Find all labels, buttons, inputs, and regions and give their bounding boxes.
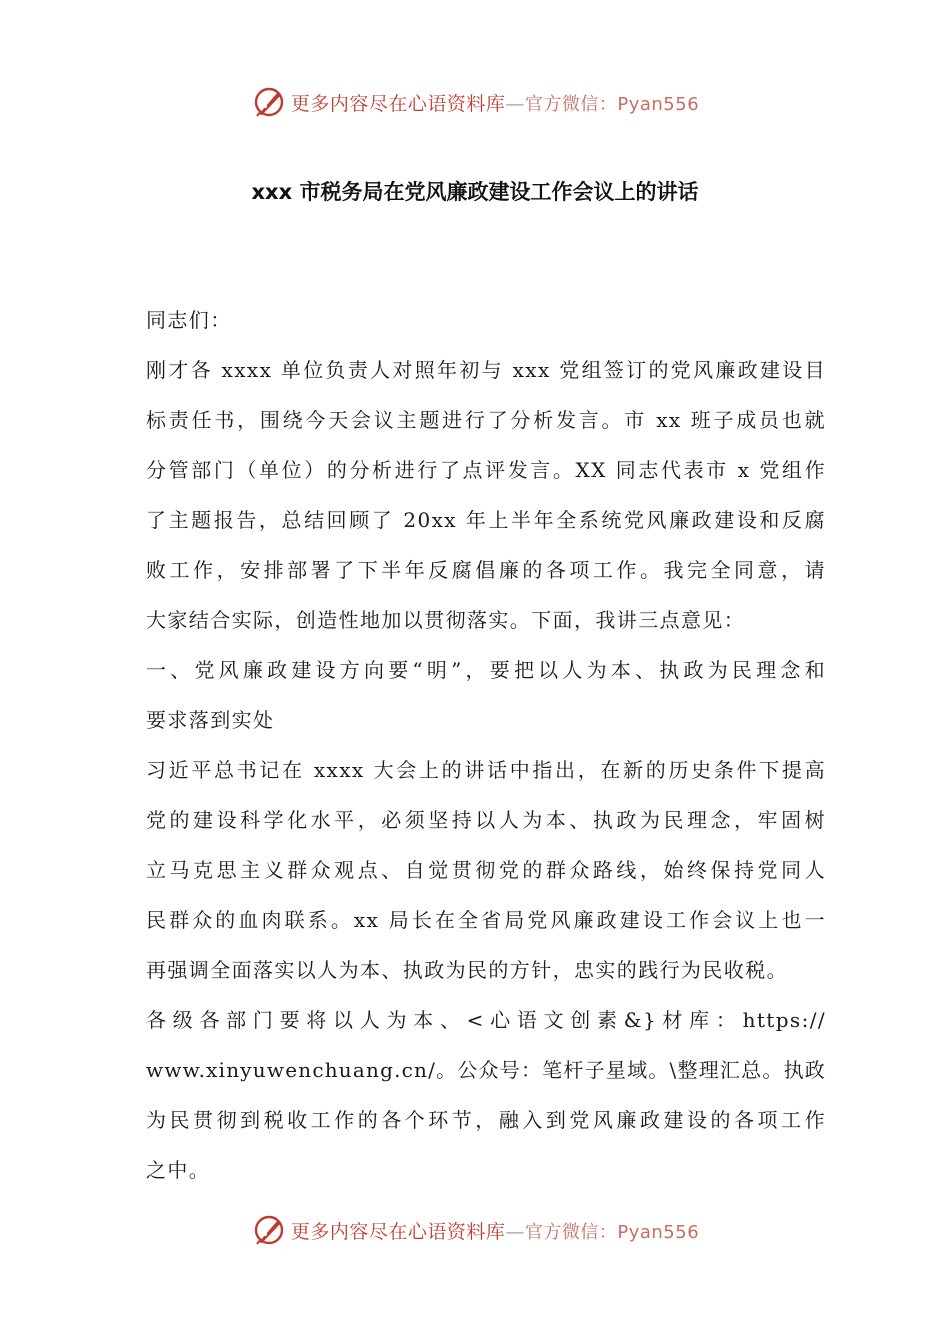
- banner-main-text: 更多内容尽在心语资料库: [290, 1220, 506, 1243]
- body-line: 立马克思主义群众观点、自觉贯彻党的群众路线，始终保持党同人: [146, 858, 826, 882]
- quill-logo-icon: [251, 84, 287, 120]
- banner-text: [291, 1217, 699, 1244]
- section-heading-line: 一、党风廉政建设方向要“明”，要把以人为本、执政为民理念和: [146, 658, 826, 682]
- banner-main-text: 更多内容尽在心语资料库: [290, 92, 506, 115]
- body-line: 标责任书，围绕今天会议主题进行了分析发言。市 xx 班子成员也就: [146, 408, 826, 432]
- quill-logo-icon: [251, 1212, 287, 1248]
- body-line: 党的建设科学化水平，必须坚持以人为本、执政为民理念，牢固树: [146, 808, 826, 832]
- body-line: 同志们：: [146, 308, 232, 332]
- banner-contact-text: 官方微信：Pyan556: [524, 93, 700, 115]
- body-line: 各级各部门要将以人为本、<心语文创素&}材库：https://: [146, 1008, 826, 1032]
- body-line: 为民贯彻到税收工作的各个环节，融入到党风廉政建设的各项工作: [146, 1108, 826, 1132]
- body-line: 刚才各 xxxx 单位负责人对照年初与 xxx 党组签订的党风廉政建设目: [146, 358, 826, 382]
- body-line: 习近平总书记在 xxxx 大会上的讲话中指出，在新的历史条件下提高: [146, 758, 826, 782]
- footer-banner: [0, 1210, 950, 1250]
- body-line: www.xinyuwenchuang.cn/。公众号：笔杆子星域。\整理汇总。执政: [146, 1058, 826, 1082]
- banner-dash: —: [505, 92, 525, 115]
- header-banner: [0, 82, 950, 122]
- document-body: [146, 295, 826, 1195]
- banner-text: [291, 89, 699, 116]
- body-line: 败工作，安排部署了下半年反腐倡廉的各项工作。我完全同意，请: [146, 558, 826, 582]
- document-title: xxx 市税务局在党风廉政建设工作会议上的讲话: [251, 180, 699, 204]
- body-line: 再强调全面落实以人为本、执政为民的方针，忠实的践行为民收税。: [146, 958, 788, 982]
- body-line: 分管部门（单位）的分析进行了点评发言。XX 同志代表市 x 党组作: [146, 458, 826, 482]
- banner-contact-text: 官方微信：Pyan556: [524, 1221, 700, 1243]
- banner-dash: —: [505, 1220, 525, 1243]
- body-line: 民群众的血肉联系。xx 局长在全省局党风廉政建设工作会议上也一: [146, 908, 826, 932]
- body-line: 大家结合实际，创造性地加以贯彻落实。下面，我讲三点意见：: [146, 608, 746, 632]
- section-heading-line: 要求落到实处: [146, 708, 275, 732]
- body-line: 了主题报告，总结回顾了 20xx 年上半年全系统党风廉政建设和反腐: [146, 508, 826, 532]
- body-line: 之中。: [146, 1158, 211, 1182]
